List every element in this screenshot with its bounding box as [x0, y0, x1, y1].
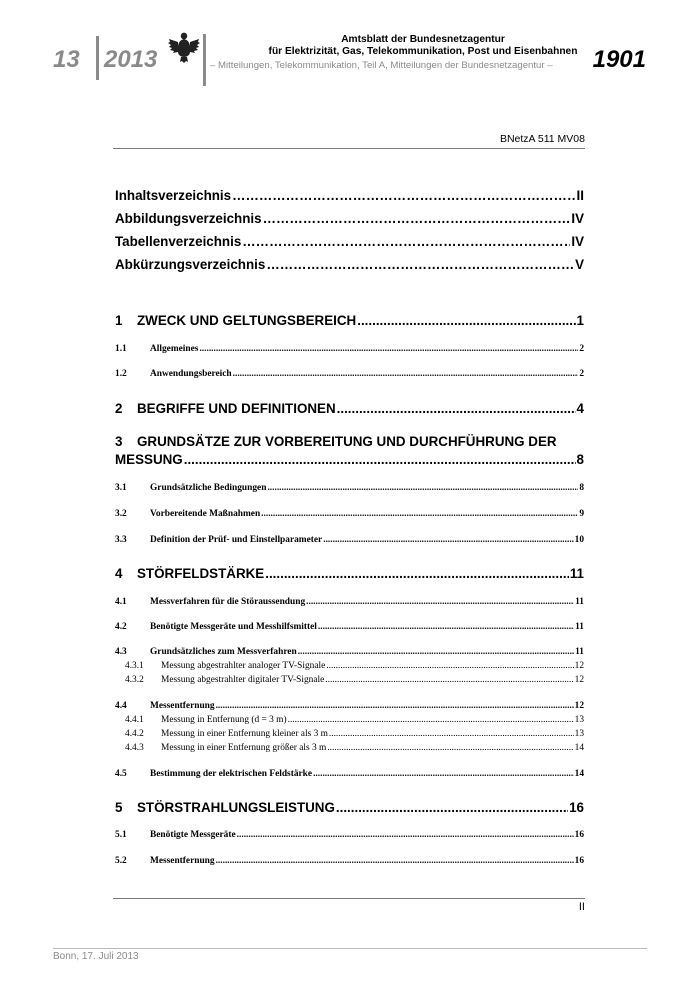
toc-entry-section[interactable]: MESSUNG ..... 8: [115, 452, 584, 467]
toc-entry-directory[interactable]: Abbildungsverzeichnis …………………………………………………………………………………………………………………………………………………………… IV: [115, 211, 584, 226]
page-footer-rule: [113, 898, 585, 899]
gazette-title-line2: für Elektrizität, Gas, Telekommunikation, Post und Eisenbahnen: [268, 46, 578, 57]
toc-entry-subsubsection[interactable]: 4.4.1 Messung in Entfernung (d = 3 m) ..... 13: [125, 715, 584, 725]
toc-entry-section[interactable]: 1 ZWECK UND GELTUNGSBEREICH ..... 1: [115, 313, 584, 328]
toc-entry-subsection[interactable]: 1.2 Anwendungsbereich ..... 2: [115, 369, 584, 379]
toc-entry-subsubsection[interactable]: 4.3.2 Messung abgestrahlter digitaler TV-Signale ..... 12: [125, 675, 584, 685]
toc-entry-section[interactable]: 2 BEGRIFFE UND DEFINITIONEN ..... 4: [115, 401, 584, 416]
toc-entry-subsection[interactable]: 5.2 Messentfernung ..... 16: [115, 856, 584, 866]
toc-entry-subsubsection[interactable]: 4.4.3 Messung in einer Entfernung größer als 3 m ..... 14: [125, 743, 584, 753]
toc-entry-subsection[interactable]: 4.3 Grundsätzliches zum Messverfahren ..... 11: [115, 647, 584, 657]
gazette-footer-rule: [53, 948, 647, 949]
toc-entry-section-title[interactable]: 3 GRUNDSÄTZE ZUR VORBEREITUNG UND DURCHFÜHRUNG DER: [115, 434, 557, 449]
header-divider: [96, 36, 99, 80]
federal-eagle-icon: [168, 30, 200, 64]
toc-entry-subsection[interactable]: 4.5 Bestimmung der elektrischen Feldstärke ..... 14: [115, 769, 584, 779]
toc-entry-section[interactable]: 4 STÖRFELDSTÄRKE ..... 11: [115, 566, 584, 581]
gazette-page-number: 1901: [592, 46, 646, 73]
toc-entry-section[interactable]: 5 STÖRSTRAHLUNGSLEISTUNG ..... 16: [115, 800, 584, 815]
toc-entry-directory[interactable]: Tabellenverzeichnis …………………………………………………………………………………………………………………………………………………………… IV: [115, 234, 584, 249]
toc-entry-directory[interactable]: Abkürzungsverzeichnis …………………………………………………………………………………………………………………………………………………………… V: [115, 257, 584, 272]
header-rule: [113, 148, 585, 149]
toc-entry-subsection[interactable]: 3.2 Vorbereitende Maßnahmen ..... 9: [115, 509, 584, 519]
issue-number: 13: [53, 46, 80, 73]
toc-entry-subsubsection[interactable]: 4.3.1 Messung abgestrahlter analoger TV-Signale ..... 12: [125, 661, 584, 671]
toc-entry-subsection[interactable]: 5.1 Benötigte Messgeräte ..... 16: [115, 830, 584, 840]
issue-year: 2013: [104, 46, 158, 73]
toc-entry-directory[interactable]: Inhaltsverzeichnis …………………………………………………………………………………………………………………………………………………………… II: [115, 188, 584, 203]
toc-entry-subsection[interactable]: 1.1 Allgemeines ..... 2: [115, 344, 584, 354]
toc-entry-subsubsection[interactable]: 4.4.2 Messung in einer Entfernung kleiner als 3 m ..... 13: [125, 729, 584, 739]
gazette-title-line1: Amtsblatt der Bundesnetzagentur: [341, 34, 505, 45]
gazette-footer-date: Bonn, 17. Juli 2013: [53, 951, 139, 962]
toc-entry-subsection[interactable]: 4.4 Messentfernung ..... 12: [115, 701, 584, 711]
toc-entry-subsection[interactable]: 3.1 Grundsätzliche Bedingungen ..... 8: [115, 483, 584, 493]
document-id: BNetzA 511 MV08: [499, 133, 585, 145]
toc-entry-subsection[interactable]: 3.3 Definition der Prüf- und Einstellparameter ..... 10: [115, 535, 584, 545]
gazette-subtitle: – Mitteilungen, Telekommunikation, Teil A, Mitteilungen der Bundesnetzagentur –: [210, 60, 553, 71]
toc-entry-subsection[interactable]: 4.2 Benötigte Messgeräte und Messhilfsmittel ..... 11: [115, 622, 584, 632]
emblem-divider: [203, 34, 206, 86]
toc-entry-subsection[interactable]: 4.1 Messverfahren für die Störaussendung ..... 11: [115, 597, 584, 607]
page-footer-number: II: [578, 901, 585, 913]
